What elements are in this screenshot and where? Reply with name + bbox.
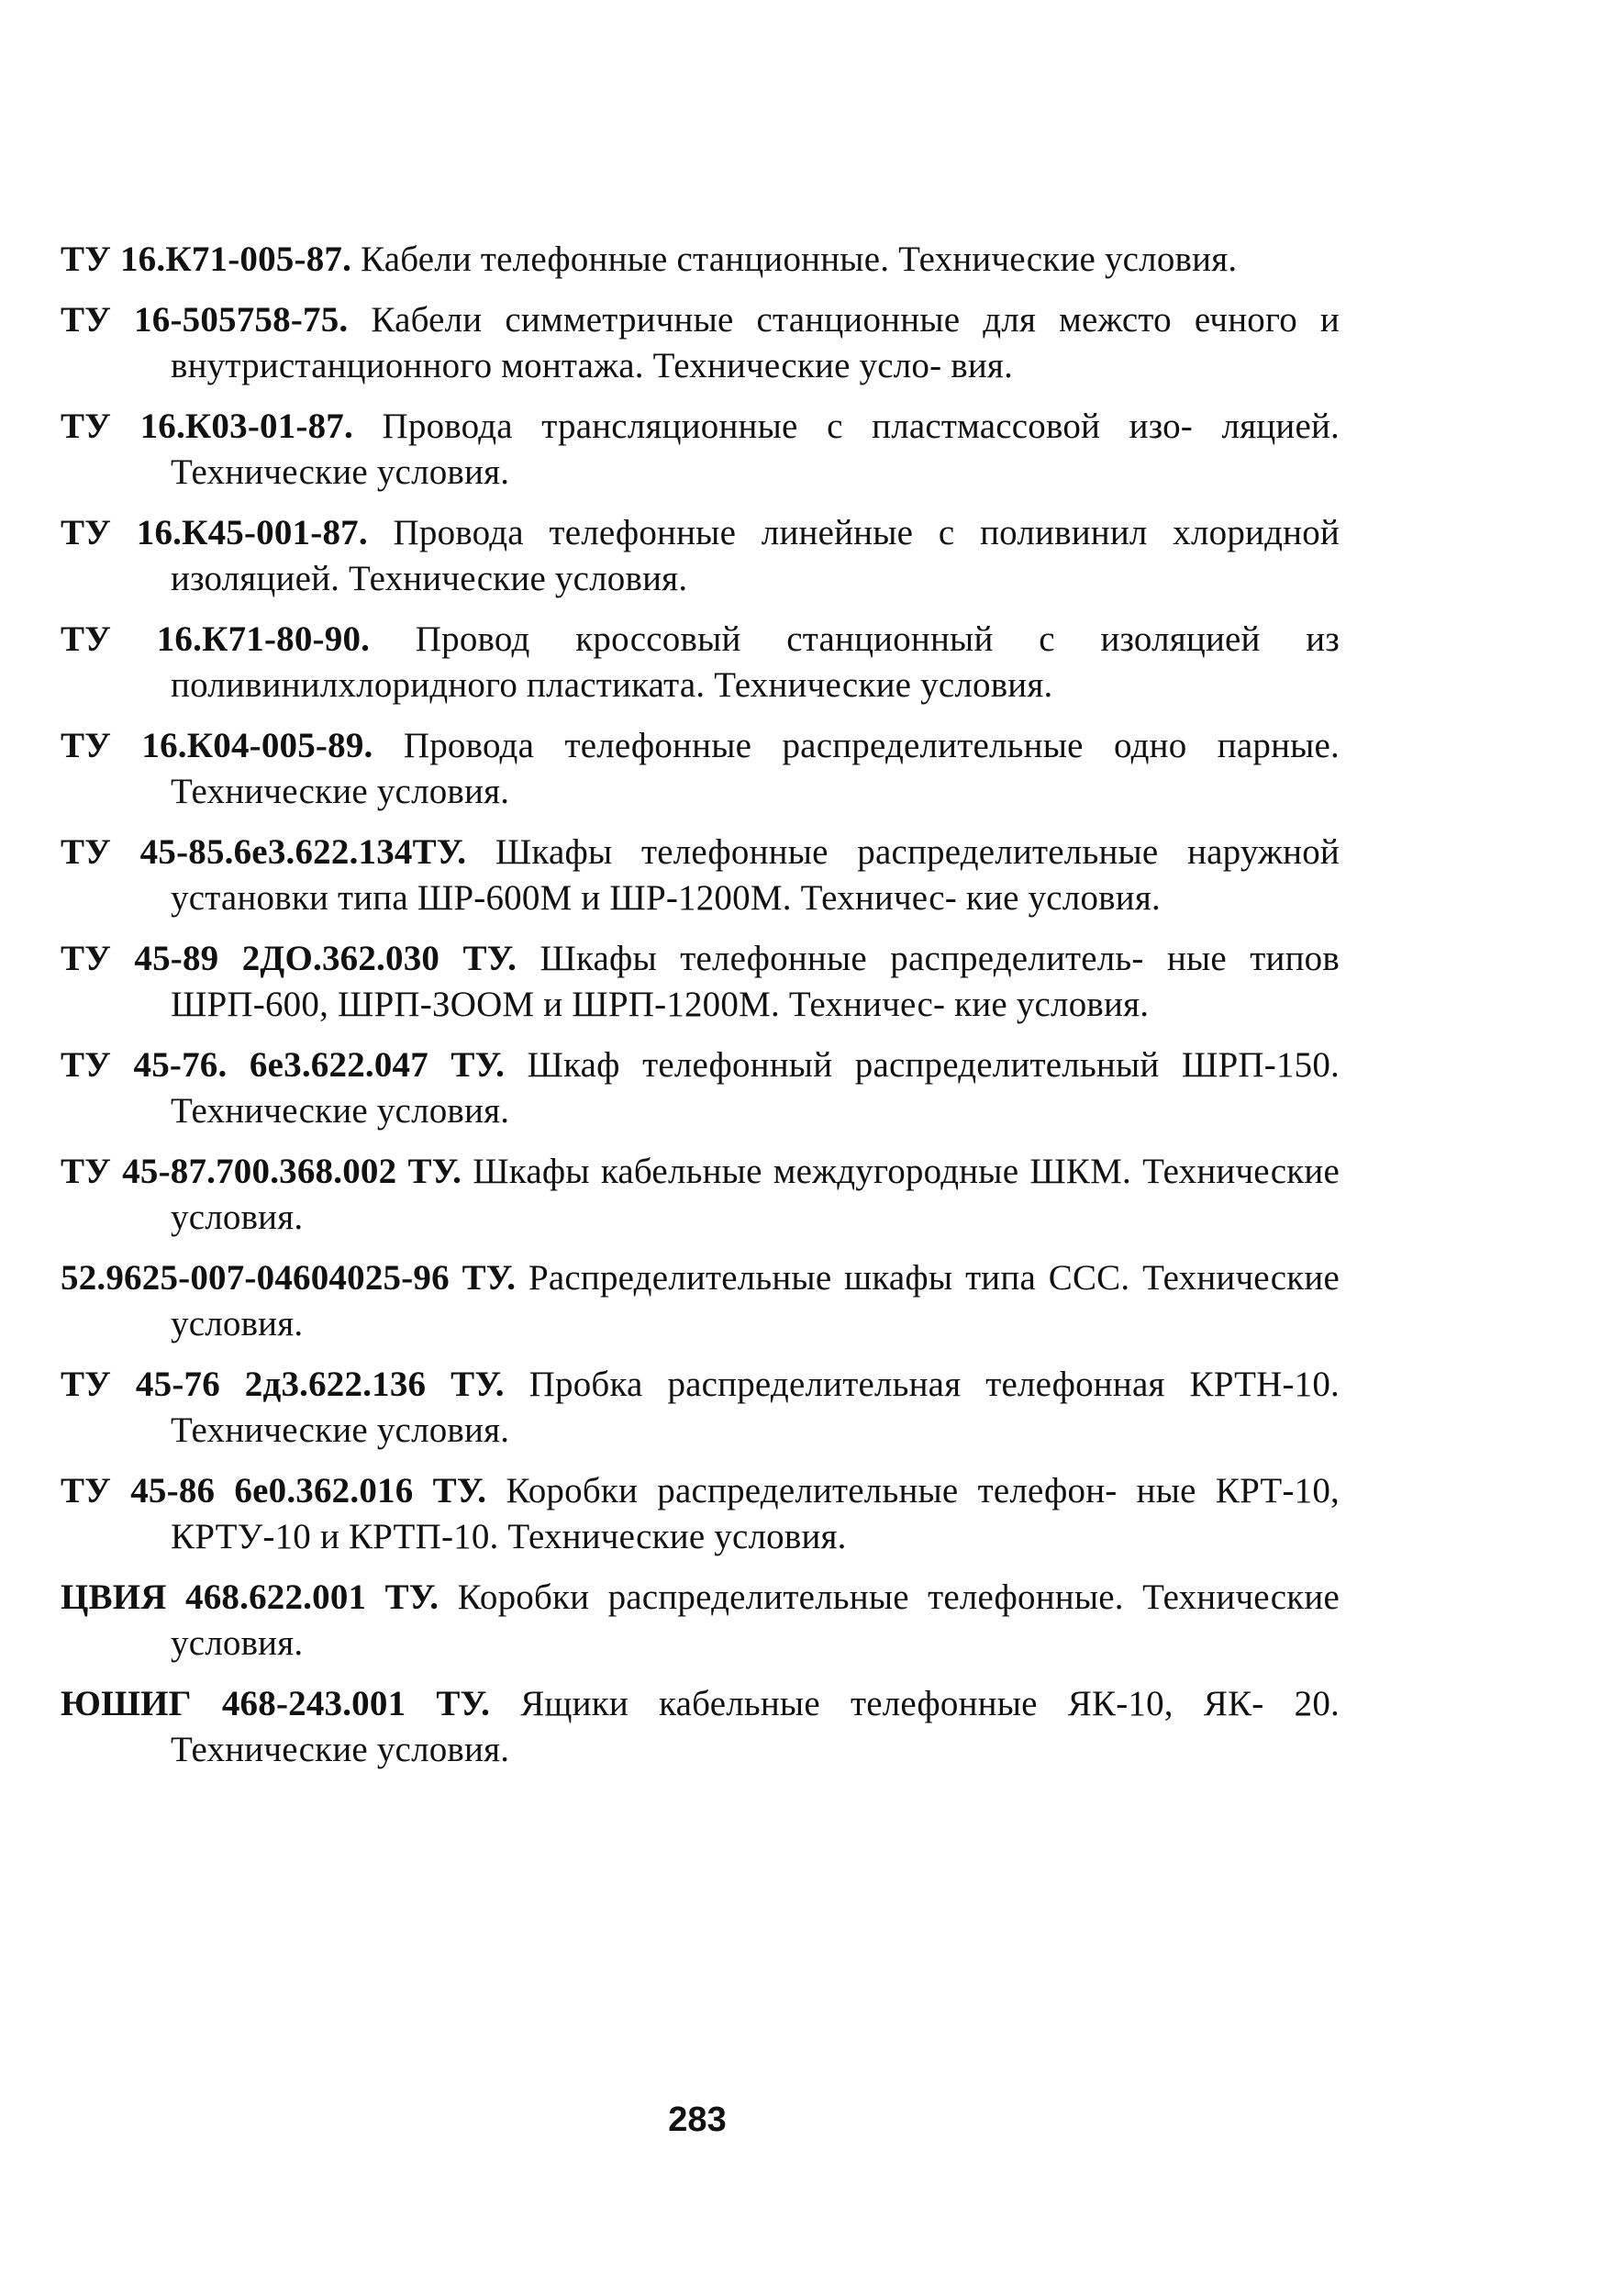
reference-text: Шкаф телефонный распределительный ШРП-150. Технические условия. xyxy=(171,1045,1340,1131)
reference-text: Шкафы кабельные междугородные ШКМ. Технические условия. xyxy=(171,1152,1340,1237)
reference-code: ТУ 16.К04-005-89. xyxy=(61,726,373,765)
reference-code: ТУ 16-505758-75. xyxy=(61,300,349,340)
reference-code: ЦВИЯ 468.622.001 ТУ. xyxy=(61,1577,439,1617)
reference-code: ТУ 45-87.700.368.002 ТУ. xyxy=(61,1152,462,1191)
reference-text: Провод кроссовый станционный с изоляцией из поливинилхлоридного пластиката. Технические условия. xyxy=(171,619,1340,705)
reference-entry xyxy=(61,1575,1340,1666)
reference-text: Кабели симметричные станционные для межсто ечного и внутристанционного монтажа. Технические усло- вия. xyxy=(171,300,1340,385)
reference-code: ТУ 16.К45-001-87. xyxy=(61,513,368,552)
reference-code: ТУ 16.К71-005-87. xyxy=(61,240,352,279)
reference-code: ТУ 16.К71-80-90. xyxy=(61,619,371,659)
reference-entry xyxy=(61,297,1340,389)
reference-entry xyxy=(61,1362,1340,1454)
reference-entry xyxy=(61,617,1340,708)
page-number: 283 xyxy=(668,2101,727,2139)
reference-code: ТУ 45-76. 6е3.622.047 ТУ. xyxy=(61,1045,506,1085)
reference-text: Провода телефонные линейные с поливинил хлоридной изоляцией. Технические условия. xyxy=(171,513,1340,598)
reference-entry xyxy=(61,1255,1340,1347)
reference-text: Провода трансляционные с пластмассовой изо- ляцией. Технические условия. xyxy=(171,407,1340,492)
reference-code: ЮШИГ 468-243.001 ТУ. xyxy=(61,1684,491,1723)
reference-text: Коробки распределительные телефон- ные КРТ-10, КРТУ-10 и КРТП-10. Технические условия. xyxy=(171,1471,1340,1556)
reference-code: ТУ 16.К03-01-87. xyxy=(61,407,353,446)
reference-text: Распределительные шкафы типа ССС. Технические условия. xyxy=(171,1258,1340,1343)
reference-code: ТУ 45-86 6е0.362.016 ТУ. xyxy=(61,1471,487,1510)
reference-list xyxy=(61,237,1340,1788)
reference-entry xyxy=(61,1681,1340,1773)
reference-text: Шкафы телефонные распределитель- ные типов ШРП-600, ШРП-ЗООМ и ШРП-1200М. Техничес- кие условия. xyxy=(171,939,1340,1024)
reference-text: Провода телефонные распределительные одно парные. Технические условия. xyxy=(171,726,1340,811)
reference-text: Коробки распределительные телефонные. Технические условия. xyxy=(171,1577,1340,1663)
reference-entry xyxy=(61,723,1340,815)
reference-code: ТУ 45-89 2ДО.362.030 ТУ. xyxy=(61,939,517,978)
reference-entry xyxy=(61,1468,1340,1560)
reference-entry xyxy=(61,830,1340,921)
reference-text: Пробка распределительная телефонная КРТН-10. Технические условия. xyxy=(171,1365,1340,1450)
reference-code: ТУ 45-85.6е3.622.134ТУ. xyxy=(61,832,467,872)
reference-entry xyxy=(61,936,1340,1028)
reference-text: Кабели телефонные станционные. Технические условия. xyxy=(361,240,1238,279)
reference-entry xyxy=(61,1149,1340,1241)
reference-entry xyxy=(61,1042,1340,1134)
reference-code: ТУ 45-76 2д3.622.136 ТУ. xyxy=(61,1365,505,1404)
reference-entry xyxy=(61,237,1340,283)
reference-text: Шкафы телефонные распределительные наружной установки типа ШР-600М и ШР-1200М. Техничес- кие условия. xyxy=(171,832,1340,918)
reference-text: Ящики кабельные телефонные ЯК-10, ЯК- 20. Технические условия. xyxy=(171,1684,1340,1769)
reference-entry xyxy=(61,510,1340,602)
reference-entry xyxy=(61,404,1340,496)
reference-code: 52.9625-007-04604025-96 ТУ. xyxy=(61,1258,517,1298)
